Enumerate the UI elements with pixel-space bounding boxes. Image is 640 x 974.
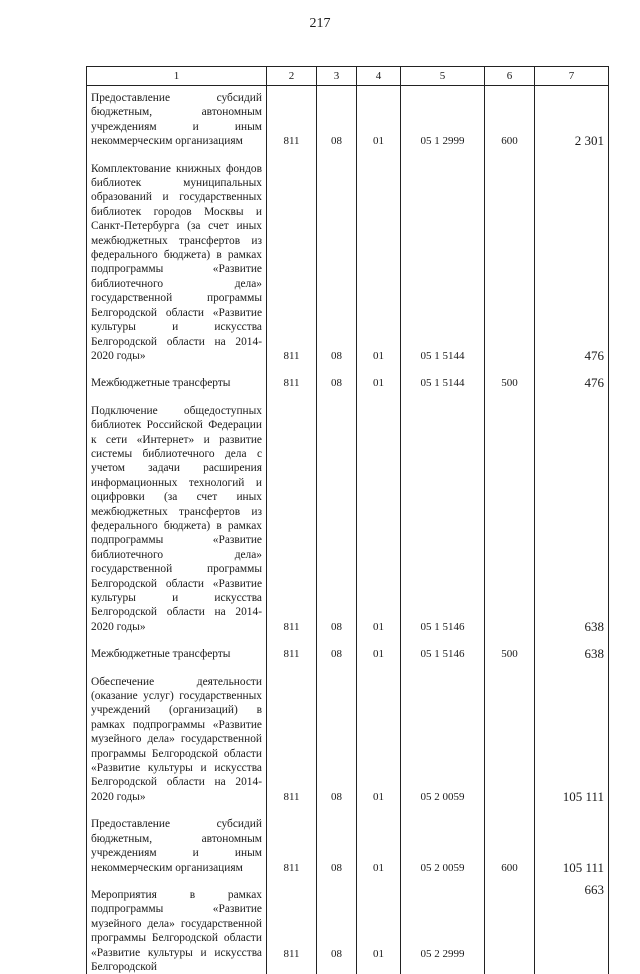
column-header-1: 1 bbox=[87, 67, 267, 86]
table-row bbox=[87, 883, 609, 974]
expense-type-code bbox=[485, 157, 535, 372]
row-description: Предоставление субсидий бюджетным, автономным учреждениям и иным некоммерческим организациям bbox=[87, 812, 267, 883]
amount: 2 301 bbox=[535, 86, 609, 157]
expense-type-code bbox=[485, 399, 535, 643]
amount: 638 bbox=[535, 642, 609, 669]
table-row bbox=[87, 399, 609, 643]
target-article-code: 05 1 2999 bbox=[401, 86, 485, 157]
target-article-code: 05 1 5144 bbox=[401, 157, 485, 372]
amount: 476 bbox=[535, 371, 609, 398]
row-description: Мероприятия в рамках подпрограммы «Развитие музейного дела» государственной программы Белгородской области «Развитие культуры и искусства Белгородской bbox=[87, 883, 267, 974]
subsection-code: 01 bbox=[357, 883, 401, 974]
column-header-3: 3 bbox=[317, 67, 357, 86]
row-description: Предоставление субсидий бюджетным, автономным учреждениям и иным некоммерческим организациям bbox=[87, 86, 267, 157]
expense-type-code: 600 bbox=[485, 812, 535, 883]
row-description: Подключение общедоступных библиотек Российской Федерации к сети «Интернет» и развитие системы библиотечного дела с учетом задачи расширения информационных технологий и оцифровки (за счет иных межбюджетных трансфертов из федерального бюджета) в рамках подпрограммы «Развитие библиотечного дела» государственной программы Белгородской области «Развитие культуры и искусства Белгородской области на 2014-2020 годы» bbox=[87, 399, 267, 643]
subsection-code: 01 bbox=[357, 812, 401, 883]
subsection-code: 01 bbox=[357, 670, 401, 813]
ministry-code: 811 bbox=[267, 399, 317, 643]
target-article-code: 05 1 5146 bbox=[401, 399, 485, 643]
expense-type-code bbox=[485, 883, 535, 974]
column-header-5: 5 bbox=[401, 67, 485, 86]
section-code: 08 bbox=[317, 157, 357, 372]
section-code: 08 bbox=[317, 812, 357, 883]
ministry-code: 811 bbox=[267, 883, 317, 974]
ministry-code: 811 bbox=[267, 371, 317, 398]
table-row bbox=[87, 642, 609, 669]
section-code: 08 bbox=[317, 642, 357, 669]
section-code: 08 bbox=[317, 371, 357, 398]
target-article-code: 05 1 5146 bbox=[401, 642, 485, 669]
row-description: Межбюджетные трансферты bbox=[87, 371, 267, 398]
expense-type-code: 500 bbox=[485, 371, 535, 398]
ministry-code: 811 bbox=[267, 157, 317, 372]
section-code: 08 bbox=[317, 399, 357, 643]
expense-type-code: 600 bbox=[485, 86, 535, 157]
subsection-code: 01 bbox=[357, 399, 401, 643]
table-row bbox=[87, 157, 609, 372]
table-row bbox=[87, 670, 609, 813]
target-article-code: 05 2 2999 bbox=[401, 883, 485, 974]
ministry-code: 811 bbox=[267, 86, 317, 157]
subsection-code: 01 bbox=[357, 86, 401, 157]
row-description: Межбюджетные трансферты bbox=[87, 642, 267, 669]
expense-type-code: 500 bbox=[485, 642, 535, 669]
ministry-code: 811 bbox=[267, 642, 317, 669]
budget-table bbox=[86, 66, 609, 974]
column-header-7: 7 bbox=[535, 67, 609, 86]
ministry-code: 811 bbox=[267, 670, 317, 813]
amount: 105 111 bbox=[535, 812, 609, 883]
target-article-code: 05 2 0059 bbox=[401, 670, 485, 813]
subsection-code: 01 bbox=[357, 642, 401, 669]
subsection-code: 01 bbox=[357, 371, 401, 398]
page-number: 217 bbox=[309, 16, 331, 31]
expense-type-code bbox=[485, 670, 535, 813]
table-header-row bbox=[87, 67, 609, 86]
amount: 638 bbox=[535, 399, 609, 643]
section-code: 08 bbox=[317, 86, 357, 157]
table-row bbox=[87, 371, 609, 398]
section-code: 08 bbox=[317, 883, 357, 974]
section-code: 08 bbox=[317, 670, 357, 813]
row-description: Комплектование книжных фондов библиотек муниципальных образований и государственных библиотек городов Москвы и Санкт-Петербурга (за счет иных межбюджетных трансфертов из федерального бюджета) в рамках подпрограммы «Развитие библиотечного дела» государственной программы Белгородской области «Развитие культуры и искусства Белгородской области на 2014-2020 годы» bbox=[87, 157, 267, 372]
table-row bbox=[87, 86, 609, 157]
row-description: Обеспечение деятельности (оказание услуг) государственных учреждений (организаций) в рамках подпрограммы «Развитие музейного дела» государственной программы Белгородской области «Развитие культуры и искусства Белгородской области на 2014-2020 годы» bbox=[87, 670, 267, 813]
target-article-code: 05 1 5144 bbox=[401, 371, 485, 398]
table-row bbox=[87, 812, 609, 883]
amount: 105 111 bbox=[535, 670, 609, 813]
ministry-code: 811 bbox=[267, 812, 317, 883]
column-header-4: 4 bbox=[357, 67, 401, 86]
amount: 476 bbox=[535, 157, 609, 372]
amount: 663 bbox=[535, 883, 609, 974]
target-article-code: 05 2 0059 bbox=[401, 812, 485, 883]
column-header-2: 2 bbox=[267, 67, 317, 86]
subsection-code: 01 bbox=[357, 157, 401, 372]
column-header-6: 6 bbox=[485, 67, 535, 86]
